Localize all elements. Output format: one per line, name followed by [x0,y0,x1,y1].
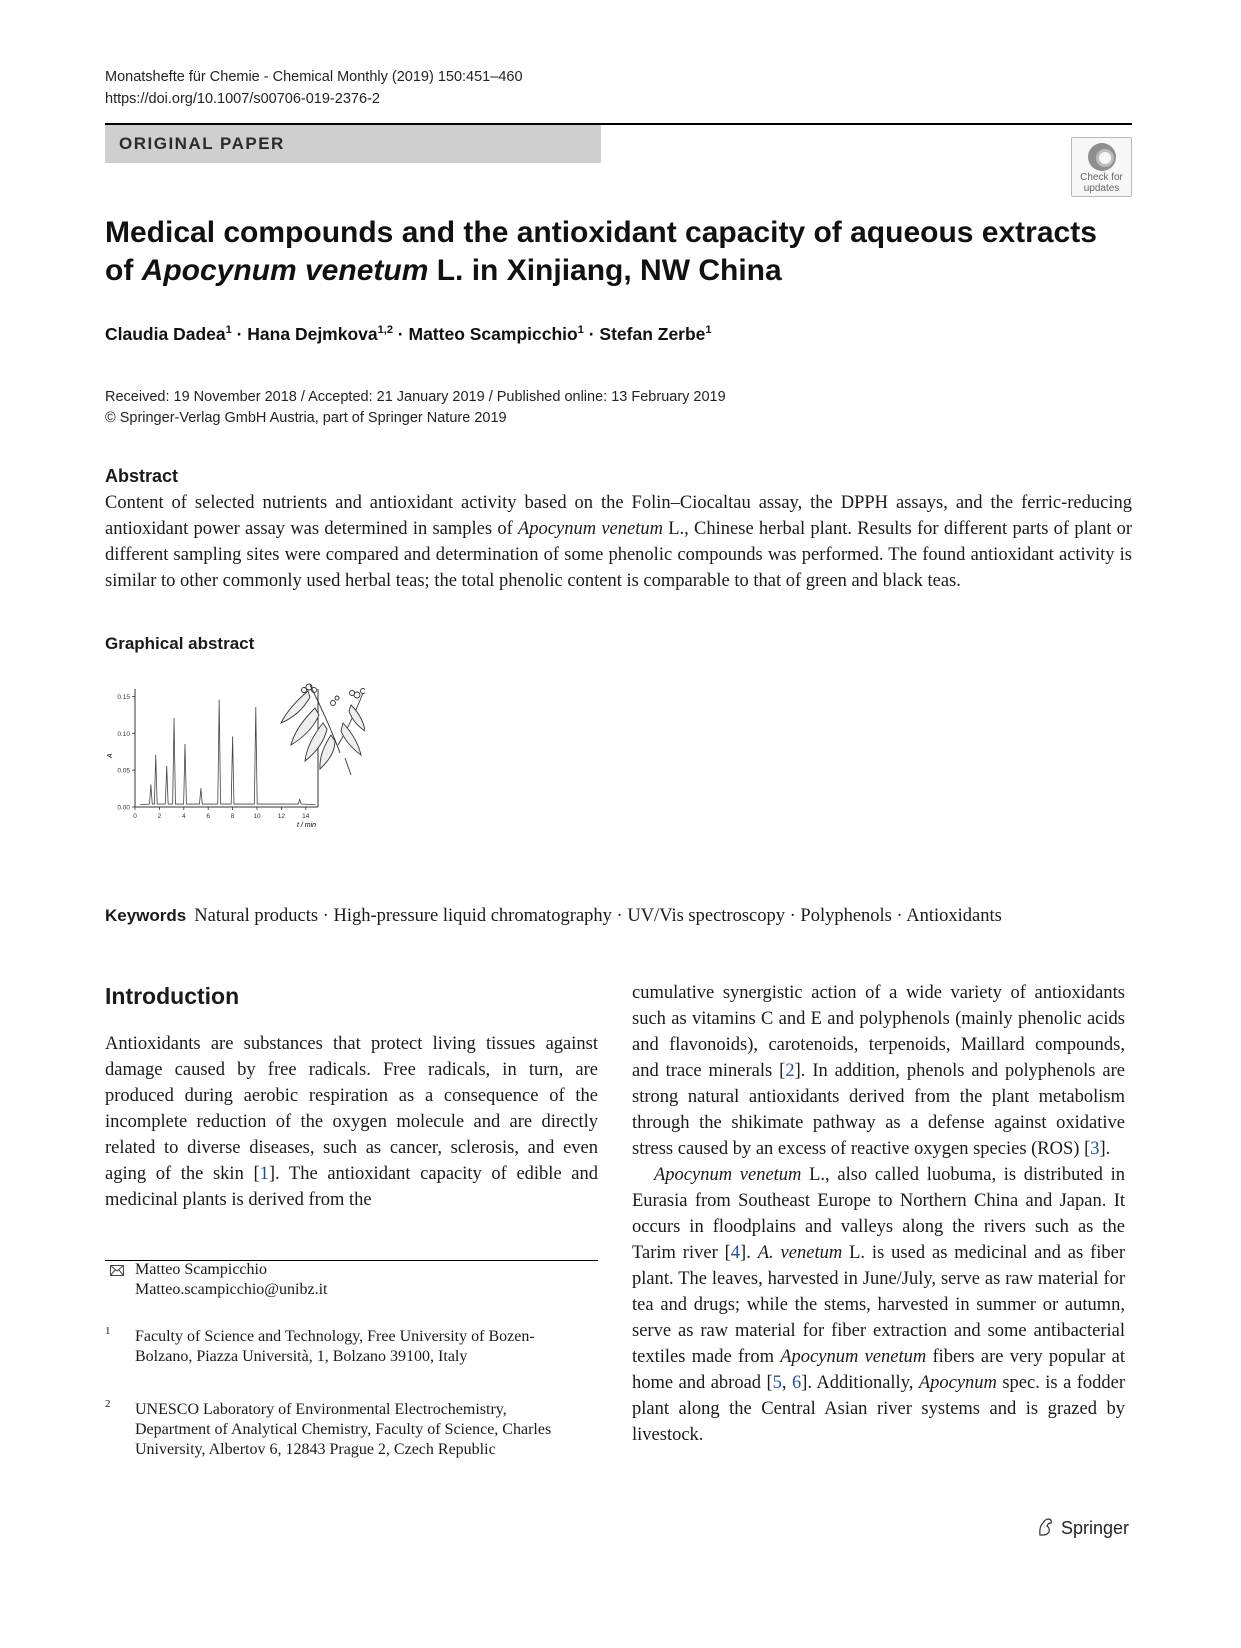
title-species: Apocynum venetum [141,254,429,287]
graphical-abstract-heading: Graphical abstract [105,634,255,653]
paper-title: Medical compounds and the antioxidant capacity of aqueous extracts of Apocynum venetum L. in Xinjiang, NW China [105,216,1097,287]
chromatogram-peak [150,784,151,785]
y-tick-label: 0.10 [117,730,130,738]
corresponding-author [135,1260,327,1300]
publication-dates: Received: 19 November 2018 / Accepted: 21 January 2019 / Published online: 13 February 2019 © Springer-Verlag GmbH Austria, part of Springer Nature 2019 [105,387,726,429]
author: Claudia Dadea [105,324,226,344]
article-type-label: ORIGINAL PAPER [119,134,285,153]
y-axis-label: A [107,753,114,758]
x-tick-label: 10 [253,813,261,820]
crossmark-icon [1088,143,1116,171]
crossmark-label: Check for updates [1080,172,1123,194]
author-list: Claudia Dadea$^1$ · Hana Dejmkova$^{1,2}$ · Matteo Scampicchio$^1$ · Stefan Zerbe$^1$ [105,324,712,344]
x-tick-label: 14 [302,813,310,820]
corresponding-author-email[interactable]: Matteo.scampicchio@unibz.it [135,1281,328,1298]
chromatogram-peak [200,788,201,789]
author: Hana Dejmkova [247,324,378,344]
check-for-updates-button[interactable] [1071,137,1132,197]
intro-left-column: Antioxidants are substances that protect living tissues against damage caused by free radicals. Free radicals, in turn, are produced during aerobic respiration as a consequence of the incomplete reduction of the oxygen molecule and are directly related to diverse diseases, such as cancer, sclerosis, and even aging of the skin [1]. The antioxidant capacity of edible and medicinal plants is derived from the [105,1034,598,1210]
affiliation-1: Faculty of Science and Technology, Free University of Bozen-Bolzano, Piazza Università, 1, Bolzano 39100, Italy [135,1328,535,1365]
y-tick-label: 0.05 [117,767,130,775]
x-tick-label: 0 [133,813,137,820]
abstract-heading: Abstract [105,466,179,486]
citation-link[interactable]: 6 [791,1373,802,1393]
x-tick-label: 12 [277,813,286,820]
journal-header [105,66,523,110]
keywords-label: Keywords [105,906,187,925]
author: Matteo Scampicchio [408,324,578,344]
affiliation-2: UNESCO Laboratory of Environmental Electrochemistry, Department of Analytical Chemistry, Faculty of Science, Charles University, Albertov 6, 12843 Prague 2, Czech Republic [135,1401,552,1458]
envelope-icon [110,1265,124,1276]
y-tick-label: 0.15 [117,693,130,701]
citation-link[interactable]: 3 [1090,1139,1100,1159]
citation-link[interactable]: 2 [785,1061,795,1081]
chromatogram-peak [155,755,156,756]
publisher-name: Springer [1061,1518,1130,1538]
graphical-abstract-chart [105,683,365,858]
chromatogram-peak [219,700,220,701]
springer-horse-icon [1037,1517,1055,1537]
chromatogram-peak [185,744,186,745]
abstract-text: Content of selected nutrients and antioxidant activity based on the Folin–Ciocaltau assay, the DPPH assays, and the ferric-reducing antioxidant power assay was determined in samples of Apocynum venetum L., Chinese herbal plant. Results for different parts of plant or different sampling sites were compared and determination of some phenolic compounds was performed. The found antioxidant activity is similar to other commonly used herbal teas; the total phenolic content is comparable to that of green and black teas. [105,493,1133,591]
article-type-banner [105,125,601,163]
corresponding-author-name: Matteo Scampicchio [135,1261,267,1278]
intro-right-column: cumulative synergistic action of a wide variety of antioxidants such as vitamins C and E and polyphenols (mainly phenolic acids and flavonoids), carotenoids, terpenoids, Maillard compounds, and trace minerals [2]. In addition, phenols and polyphenols are strong natural antioxidants derived from the plant metabolism through the shikimate pathway as a defense against oxidative stress caused by an excess of reactive oxygen species (ROS) [3]. Apocynum venetum L., also called luobuma, is distributed in Eurasia from Southeast Europe to Northern China and Japan. It occurs in floodplains and valleys along the rivers such as the Tarim river [4]. A. venetum L. is used as medicinal and as fiber plant. The leaves, harvested in June/July, serve as raw material for tea and drugs; while the stems, harvested in summer or autumn, serve as raw material for fiber extraction and some antibacterial textiles made from Apocynum venetum fibers are very popular at home and abroad [5, 6]. Additionally, Apocynum spec. is a fodder plant along the Central Asian river systems and is grazed by livestock. [632,983,1126,1445]
chromatogram-peak [174,718,175,719]
plant-illustration [281,684,365,775]
citation-link[interactable]: 5 [772,1373,782,1393]
y-tick-label: 0.00 [117,804,130,812]
publisher-logo [1037,1517,1129,1539]
journal-citation: Monatshefte für Chemie - Chemical Monthly (2019) 150:451–460 [105,69,523,85]
citation-link[interactable]: 4 [730,1243,741,1263]
keywords-list: Natural products · High-pressure liquid chromatography · UV/Vis spectroscopy · Polyphenols · Antioxidants [194,906,1002,926]
author: Stefan Zerbe [599,324,706,344]
keywords [105,906,1002,927]
introduction-heading: Introduction [105,983,240,1009]
x-tick-label: 6 [206,813,211,820]
x-axis-label: t / min [297,822,317,829]
chromatogram-peak [299,799,300,800]
footnote-marker: 1 [105,1325,111,1337]
footnote-marker: 2 [105,1398,111,1410]
chromatogram-peak [232,736,233,737]
chromatogram-peak [166,766,167,767]
x-tick-label: 4 [181,813,186,820]
x-tick-label: 8 [230,813,235,820]
chart-axes [135,689,318,807]
doi-link[interactable]: https://doi.org/10.1007/s00706-019-2376-2 [105,91,380,107]
copyright: © Springer-Verlag GmbH Austria, part of Springer Nature 2019 [105,410,507,426]
x-tick-label: 2 [157,813,162,820]
citation-link[interactable]: 1 [259,1164,269,1184]
chromatogram-peak [255,707,256,708]
